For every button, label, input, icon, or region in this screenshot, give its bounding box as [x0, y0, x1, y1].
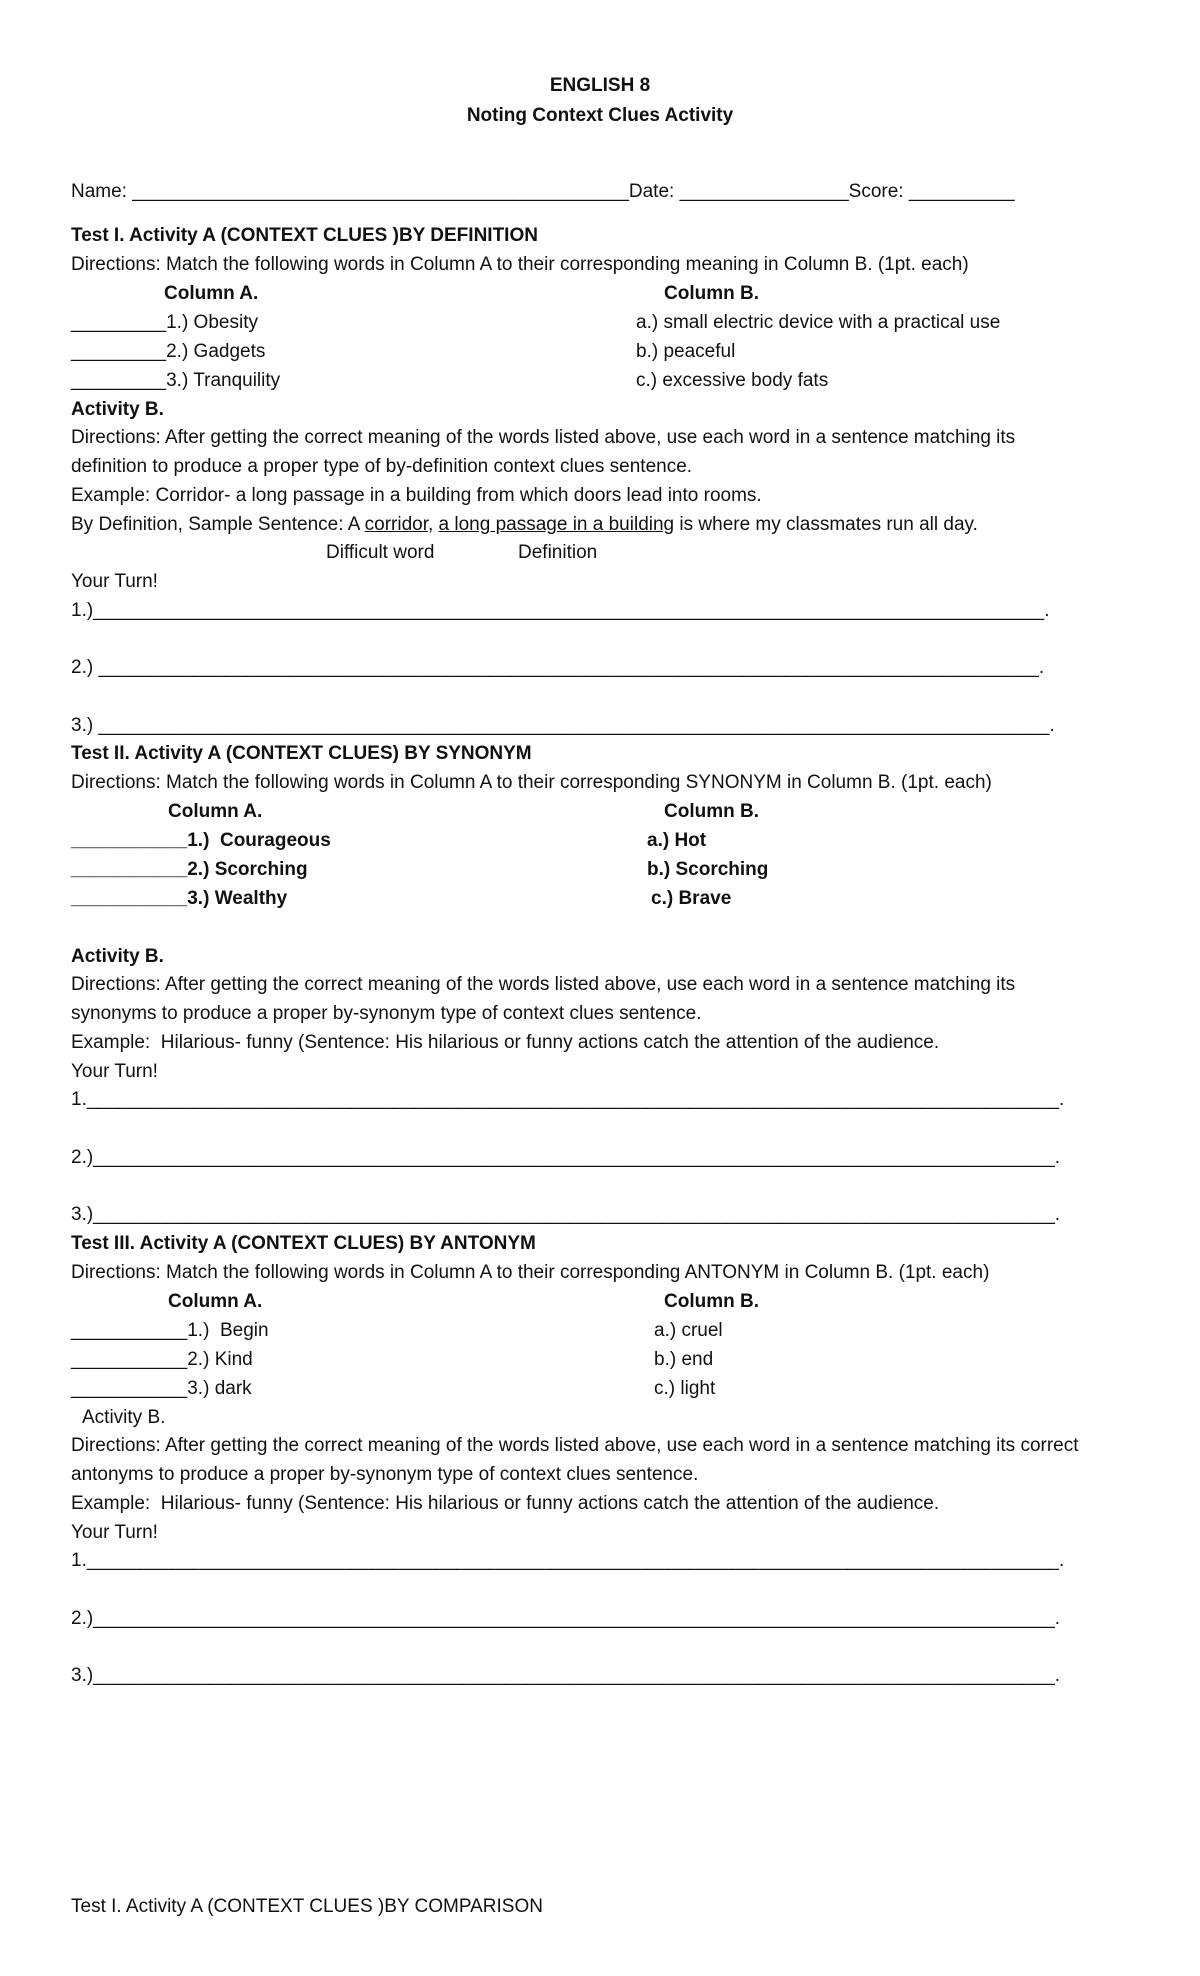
sample-suffix: is where my classmates run all day.	[674, 514, 978, 535]
name-date-score-line: Name: _______________________________________________Date: ________________Score: __________	[71, 181, 1015, 202]
test1-example: Example: Corridor- a long passage in a building from which doors lead into rooms.	[71, 485, 762, 506]
subject-heading: ENGLISH 8	[549, 75, 651, 96]
test2-answer-line: 1.____________________________________________________________________________________________.	[71, 1089, 1065, 1110]
test3-item-a: ___________2.) Kind	[71, 1349, 253, 1370]
test1-item-a: _________1.) Obesity	[71, 312, 258, 333]
test1-item-b: c.) excessive body fats	[636, 370, 829, 391]
test2-heading: Test II. Activity A (CONTEXT CLUES) BY SYNONYM	[71, 743, 532, 764]
test1-directions: Directions: Match the following words in Column A to their corresponding meaning in Column B. (1pt. each)	[71, 254, 969, 275]
test1-activity-b-directions: definition to produce a proper type of by-definition context clues sentence.	[71, 456, 693, 477]
test2-item-b: a.) Hot	[647, 830, 707, 851]
test2-item-b: c.) Brave	[651, 888, 732, 909]
test3-heading: Test III. Activity A (CONTEXT CLUES) BY ANTONYM	[71, 1233, 536, 1254]
test2-activity-b-directions: Directions: After getting the correct meaning of the words listed above, use each word in a sentence matching its	[71, 974, 1016, 995]
sample-prefix: By Definition, Sample Sentence: A	[71, 514, 365, 535]
test1-item-a: _________3.) Tranquility	[71, 370, 281, 391]
test2-activity-b-heading: Activity B.	[71, 946, 164, 967]
test3-your-turn: Your Turn!	[71, 1522, 158, 1543]
test1-column-a-header: Column A.	[164, 283, 259, 304]
test2-item-a: ___________1.) Courageous	[71, 830, 331, 851]
test1-heading: Test I. Activity A (CONTEXT CLUES )BY DEFINITION	[71, 225, 538, 246]
test3-item-a: ___________3.) dark	[71, 1378, 252, 1399]
label-definition: Definition	[518, 542, 598, 563]
test3-answer-line: 1.____________________________________________________________________________________________.	[71, 1550, 1065, 1571]
test1-item-b: a.) small electric device with a practical use	[636, 312, 1001, 333]
test2-column-b-header: Column B.	[664, 801, 759, 822]
test3-directions: Directions: Match the following words in Column A to their corresponding ANTONYM in Column B. (1pt. each)	[71, 1262, 990, 1283]
test2-activity-b-directions: synonyms to produce a proper by-synonym type of context clues sentence.	[71, 1003, 702, 1024]
test2-your-turn: Your Turn!	[71, 1061, 158, 1082]
test3-activity-b-heading: Activity B.	[82, 1407, 166, 1428]
test3-activity-b-directions: antonyms to produce a proper by-synonym type of context clues sentence.	[71, 1464, 699, 1485]
page-title: Noting Context Clues Activity	[466, 105, 734, 126]
test1-answer-line: 1.)__________________________________________________________________________________________.	[71, 600, 1050, 621]
test2-column-a-header: Column A.	[168, 801, 263, 822]
test1-activity-b-heading: Activity B.	[71, 399, 164, 420]
test3-item-b: c.) light	[654, 1378, 716, 1399]
test1-answer-line: 2.) _________________________________________________________________________________________.	[71, 657, 1045, 678]
footer-text: Test I. Activity A (CONTEXT CLUES )BY COMPARISON	[71, 1896, 543, 1917]
test3-example: Example: Hilarious- funny (Sentence: His hilarious or funny actions catch the attention of the audience.	[71, 1493, 940, 1514]
test1-item-a: _________2.) Gadgets	[71, 341, 266, 362]
test1-activity-b-directions: Directions: After getting the correct meaning of the words listed above, use each word in a sentence matching its	[71, 427, 1016, 448]
test2-example: Example: Hilarious- funny (Sentence: His hilarious or funny actions catch the attention of the audience.	[71, 1032, 940, 1053]
test3-activity-b-directions: Directions: After getting the correct meaning of the words listed above, use each word in a sentence matching its correct	[71, 1435, 1079, 1456]
test2-item-a: ___________3.) Wealthy	[71, 888, 288, 909]
sample-definition: a long passage in a building	[438, 514, 675, 535]
test2-answer-line: 3.)___________________________________________________________________________________________.	[71, 1204, 1061, 1225]
test1-answer-line: 3.) __________________________________________________________________________________________.	[71, 715, 1055, 736]
test2-item-b: b.) Scorching	[647, 859, 769, 880]
test2-directions: Directions: Match the following words in Column A to their corresponding SYNONYM in Column B. (1pt. each)	[71, 772, 992, 793]
test1-column-b-header: Column B.	[664, 283, 759, 304]
test3-item-a: ___________1.) Begin	[71, 1320, 269, 1341]
test3-column-a-header: Column A.	[168, 1291, 263, 1312]
test1-item-b: b.) peaceful	[636, 341, 736, 362]
test3-item-b: a.) cruel	[654, 1320, 723, 1341]
test2-item-a: ___________2.) Scorching	[71, 859, 308, 880]
sample-difficult-word: corridor,	[364, 514, 434, 535]
test3-answer-line: 2.)___________________________________________________________________________________________.	[71, 1608, 1061, 1629]
test3-answer-line: 3.)___________________________________________________________________________________________.	[71, 1665, 1061, 1686]
test2-answer-line: 2.)___________________________________________________________________________________________.	[71, 1147, 1061, 1168]
test3-item-b: b.) end	[654, 1349, 714, 1370]
test1-sample-sentence	[71, 513, 978, 537]
test1-your-turn: Your Turn!	[71, 571, 158, 592]
label-difficult-word: Difficult word	[326, 542, 435, 563]
test3-column-b-header: Column B.	[664, 1291, 759, 1312]
